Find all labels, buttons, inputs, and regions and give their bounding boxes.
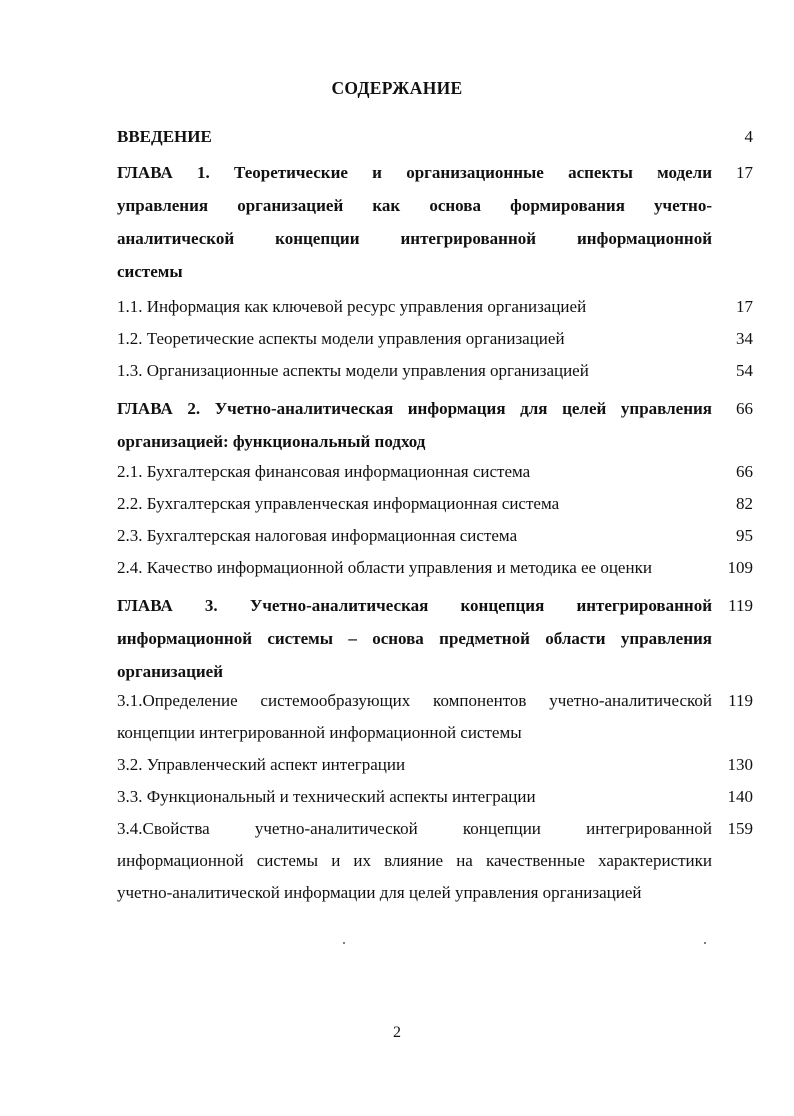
toc-entry-page: 95 bbox=[736, 526, 753, 545]
toc-entry-page: 34 bbox=[736, 329, 753, 348]
toc-entry-section-3-3[interactable] bbox=[117, 781, 757, 813]
toc-entry-section-2-2[interactable] bbox=[117, 488, 757, 520]
toc-entry-page: 159 bbox=[727, 819, 753, 838]
toc-entry-section-3-4[interactable] bbox=[117, 813, 757, 909]
toc-entry-section-3-1[interactable] bbox=[117, 685, 757, 749]
toc-entry-text-line: ГЛАВА 3. Учетно-аналитическая концепция интегрированной bbox=[117, 596, 712, 615]
toc-entry-text-line: концепции интегрированной информационной системы bbox=[117, 723, 522, 742]
toc-entry-page: 4 bbox=[744, 127, 753, 146]
toc-entry-text: 1.1. Информация как ключевой ресурс управления организацией bbox=[117, 297, 587, 316]
toc-entry-page: 82 bbox=[736, 494, 753, 513]
toc-entry-chapter-2[interactable] bbox=[117, 392, 757, 458]
toc-entry-text-line: аналитической концепции интегрированной информационной bbox=[117, 229, 712, 248]
toc-entry-section-2-4[interactable] bbox=[117, 552, 757, 584]
toc-entry-section-2-3[interactable] bbox=[117, 520, 757, 552]
toc-entry-page: 54 bbox=[736, 361, 753, 380]
toc-entry-introduction[interactable] bbox=[117, 120, 757, 153]
toc-entry-text: 2.1. Бухгалтерская финансовая информационная система bbox=[117, 462, 531, 481]
toc-entry-section-1-2[interactable] bbox=[117, 323, 757, 355]
toc-entry-page: 66 bbox=[736, 399, 753, 418]
toc-entry-section-3-2[interactable] bbox=[117, 749, 757, 781]
scan-speck bbox=[343, 942, 345, 944]
toc-entry-text-line: системы bbox=[117, 262, 183, 281]
toc-entry-page: 17 bbox=[736, 297, 753, 316]
toc-entry-page: 140 bbox=[727, 787, 753, 806]
toc-entry-text-line: учетно-аналитической информации для целей управления организацией bbox=[117, 883, 642, 902]
toc-entry-text-line: организацией bbox=[117, 662, 224, 681]
toc-entry-text: 3.2. Управленческий аспект интеграции bbox=[117, 755, 406, 774]
toc-entry-section-1-3[interactable] bbox=[117, 355, 757, 387]
toc-entry-text: 1.2. Теоретические аспекты модели управления организацией bbox=[117, 329, 565, 348]
toc-entry-text: 1.3. Организационные аспекты модели управления организацией bbox=[117, 361, 589, 380]
toc-entry-page: 119 bbox=[728, 596, 753, 615]
toc-entry-text-line: 3.4.Свойства учетно-аналитической концепции интегрированной bbox=[117, 819, 712, 838]
toc-entry-chapter-1[interactable] bbox=[117, 156, 757, 288]
toc-entry-text: 2.2. Бухгалтерская управленческая информационная система bbox=[117, 494, 560, 513]
page-number: 2 bbox=[393, 1024, 401, 1041]
toc-entry-text-line: 3.1.Определение системообразующих компонентов учетно-аналитической bbox=[117, 691, 712, 710]
toc-entry-page: 17 bbox=[736, 163, 753, 182]
toc-entry-text: 2.3. Бухгалтерская налоговая информационная система bbox=[117, 526, 518, 545]
toc-entry-text-line: ГЛАВА 2. Учетно-аналитическая информация для целей управления bbox=[117, 399, 712, 418]
toc-entry-chapter-3[interactable] bbox=[117, 589, 757, 688]
toc-entry-text-line: информационной системы и их влияние на качественные характеристики bbox=[117, 851, 712, 870]
toc-entry-text: 3.3. Функциональный и технический аспекты интеграции bbox=[117, 787, 536, 806]
toc-entry-text-line: организацией: функциональный подход bbox=[117, 432, 426, 451]
toc-entry-page: 130 bbox=[727, 755, 753, 774]
toc-entry-section-2-1[interactable] bbox=[117, 456, 757, 488]
toc-entry-text-line: информационной системы – основа предметной области управления bbox=[117, 629, 712, 648]
toc-entry-page: 109 bbox=[727, 558, 753, 577]
toc-entry-page: 119 bbox=[728, 691, 753, 710]
toc-entry-text: 2.4. Качество информационной области управления и методика ее оценки bbox=[117, 558, 652, 577]
toc-entry-page: 66 bbox=[736, 462, 753, 481]
toc-entry-section-1-1[interactable] bbox=[117, 291, 757, 323]
toc-entry-text: ВВЕДЕНИЕ bbox=[117, 127, 212, 146]
toc-entry-text-line: управления организацией как основа формирования учетно- bbox=[117, 196, 712, 215]
scan-speck bbox=[704, 942, 706, 944]
toc-entry-text-line: ГЛАВА 1. Теоретические и организационные аспекты модели bbox=[117, 163, 712, 182]
page-title: СОДЕРЖАНИЕ bbox=[331, 78, 463, 98]
